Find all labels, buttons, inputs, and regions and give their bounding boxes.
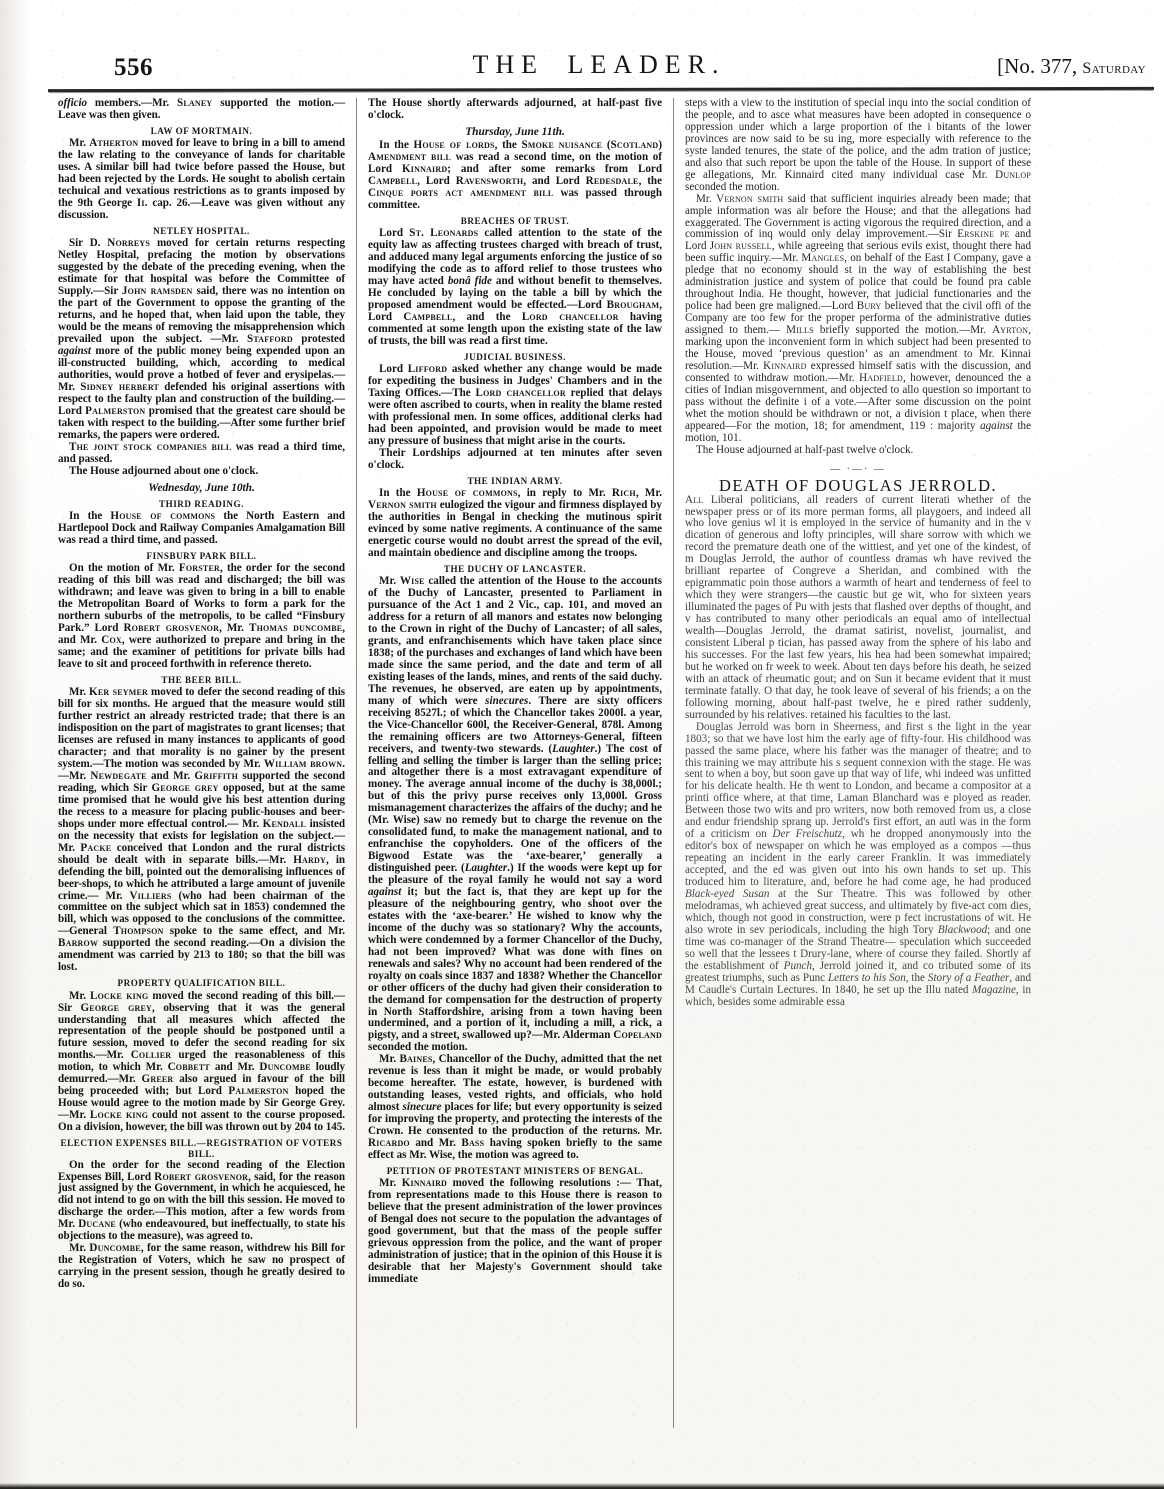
section-heading: THE DUCHY OF LANCASTER.: [443, 563, 587, 574]
body-paragraph: On the order for the second reading of the Election Expenses Bill, Lord Robert grosvenor, said, for the reason just assigned by the Government, in which he acquiesced, he did not intend to go on with the bill this session. He moved to discharge the order.—This motion, after a few words from Mr. Ducane (who endeavoured, but ineffectually, to state his objections to the measure), was agreed to.: [58, 1158, 345, 1243]
section-heading: NETLEY HOSPITAL.: [153, 226, 250, 237]
body-paragraph: Lord St. Leonards called attention to the state of the equity law as affecting trustees charged with breach of trust, and adduced many legal arguments enforcing the justice of so modifying the code as to afford relief to those trustees who may have acted bonâ fide and without benefit to themselves. He concluded by laying on the table a bill by which the proposed amendment would be effected.—Lord Brougham, Lord Campbell, and the Lord chancellor having commented at some length upon the existing state of the law of trusts, the bill was read a first time.: [368, 227, 663, 347]
body-paragraph: Mr. Wise called the attention of the House to the accounts of the Duchy of Lancaster, presented to Parliament in pursuance of the Act 1 and 2 Vic., cap. 101, and moved an address for a return of all manors and estates now belonging to the Crown in right of the Duchy of Lancaster; of all sales, grants, and enfranchisements which have taken place since 1838; of the purchases and exchanges of land which have been made since the same period, and the date and term of all existing leases of the lands, mines, and rents of the said duchy. The revenues, he observed, are eaten up by appointments, many of which were sinecures. There are sixty officers receiving 8527l.; of which the Chancellor takes 2000l. a year, the Vice-Chancellor 600l, the Receiver-General, 878l. Among the remaining officers are two Attorneys-General, fifteen receivers, and twenty-two stewards. (Laughter.) The cost of felling and selling the timber is larger than the selling price; and altogether there is a most extravagant expenditure of money. The average annual income of the duchy is 38,000l.; but of this the privy purse receives only 13,000l. Gross mismanagement characterizes the affairs of the duchy; and he (Mr. Wise) saw no remedy but to charge the revenue on the consolidated fund, to make the management national, and to enfranchise the copyholders. One of the officers of the Bigwood Estate was the ‘axe-bearer,’ generally a distinguished peer. (Laughter.) If the woods were kept up for the pleasure of the royal family he would not say a word against it; but the fact is, that they are kept up for the pleasure of the neighbouring gentry, who shoot over the estates with the ‘axe-bearer.’ He wished to know why the income of the duchy was so stationary? Why the accounts, which were condemned by a former Chancellor of the Duchy, had not been improved? What was done with fines on renewals and sales? Why no account had been rendered of the royalty on coals since 1837 and 1838? Whether the Chancellor or other officers of the duchy had given their consideration to the demand for compensation for the destruction of property in North Staffordshire, arising from a town having been undermined, and a portion of it, including a mill, a rick, a pigsty, and a street, swallowed up?—Mr. Alderman Copeland seconded the motion.: [368, 575, 663, 1054]
text-column-1: [58, 98, 356, 1428]
body-paragraph: Mr. Kinnaird moved the following resolutions :— That, from representations made to this House there is reason to believe that the present administration of the lower provinces of Bengal does not secure to the population the advantages of good government, but that the mass of the people suffer grievous oppression from the police, and the want of proper administration of justice; that in the opinion of this House it is desirable that her Majesty's Government should take immediate: [368, 1177, 662, 1285]
text-column-2: [356, 98, 674, 1428]
section-divider-ornament: — ·—· —: [830, 463, 886, 475]
newspaper-title: THE LEADER.: [472, 50, 726, 79]
sitting-date: Thursday, June 11th.: [465, 125, 565, 138]
column-3-inner: [685, 98, 1031, 1009]
issue-number-prefix: [No. 377,: [997, 54, 1083, 78]
issue-day: Saturday: [1082, 60, 1146, 77]
body-paragraph: steps with a view to the institution of special inqu into the social condition of the people, and to asce what measures have been adopted in consequence o oppression under which a large proportion of the i bitants of the lower provinces are now said to be su ing, more especially with reference to the syste landed tenures, the state of the police, and the adm tration of justice; and also that such report be upon the table of the House. In support of these ge allegations, Mr. Kinnaird cited many individual case Mr. Dunlop seconded the motion.: [685, 98, 1031, 193]
body-paragraph: Mr. Locke king moved the second reading of this bill.—Sir George grey, observing that it was the general understanding that all measures which affected the representation of the people should be postponed until a future session, moved to defer the second reading for six months.—Mr. Collier urged the reasonableness of this motion, to which Mr. Cobbett and Mr. Duncombe loudly demurred.—Mr. Greer also argued in favour of the bill being proceeded with; but Lord Palmerston hoped the House would agree to the motion made by Sir George Grey.—Mr. Locke king could not assent to the course proposed. On a division, however, the bill was thrown out by 204 to 145.: [58, 989, 345, 1134]
body-paragraph: Mr. Ker seymer moved to defer the second reading of this bill for six months. He argued that the measure would still further restrict an already restricted trade; that there is an indisposition on the part of magistrates to grant licenses; that licenses are refused in many instances to applicants of good character; and that morality is no gainer by the present system.—The motion was seconded by Mr. William brown.—Mr. Newdegate and Mr. Griffith supported the second reading, which Sir George grey opposed, but at the same time promised that he would give his best attention during the recess to a measure for placing public-houses and beer-shops under more effectual control.— Mr. Kendall insisted on the necessity that exists for legislation on the subject.—Mr. Packe conceived that London and the rural districts should be dealt with in separate bills.—Mr. Hardy, in defending the bill, pointed out the demoralising influences of beer-shops, to which he attributed a large amount of juvenile crime.— Mr. Villiers (who had been chairman of the committee on the subject which sat in 1853) condemned the bill, which was opposed to the conclusions of the committee.—General Thompson spoke to the same effect, and Mr. Barrow supported the second reading.—On a division the amendment was carried by 213 to 180; so that the bill was lost.: [58, 686, 346, 974]
body-paragraph: Douglas Jerrold was born in Sheerness, and first s the light in the year 1803; so that we have lost him the early age of fifty-four. His childhood was passed the same place, where his father was the manager of theatre; and to this training we may attribute his s sequent connexion with the stage. He was sent to when a boy, but soon gave up that way of life, whi indeed was unfitted for his delicate health. He th went to London, and became a compositor at a printi office where, at that time, Laman Blanchard was e ployed as reader. Between those two wits and pro writers, now both removed from us, a close and endur friendship sprang up. Jerrold's first effort, an autl was in the form of a criticism on Der Freischutz, wh he dropped anonymously into the editor's box of newspaper on which he was employed as a compos —thus repeating an incident in the early career Franklin. It was immediately accepted, and the ed was given out into his own hands to set up. This troduced him to literature, and, before he had come age, he had produced Black-eyed Susan at the Sur Theatre. This was followed by other melodramas, wh achieved great success, and ultimately by five-act com dies, which, though not good in construction, were p fect incrustations of wit. He also wrote in sev periodicals, including the high Tory Blackwood; and one time was co-manager of the Strand Theatre— speculation which succeeded so well that the lessees t Drury-lane, where of course they failed. Shortly af the establishment of Punch, Jerrold joined it, and co tributed some of its greatest triumphs, such as Punc Letters to his Son, the Story of a Feather, and M Caudle's Curtain Lectures. In 1840, he set up the Illu nated Magazine, in which, besides some admirable essa: [685, 720, 1032, 1008]
sitting-date: Wednesday, June 10th.: [148, 481, 255, 494]
body-paragraph: All Liberal politicians, all readers of current literati whether of the newspaper press or of its more perman forms, all playgoers, and indeed all who love genius wl it is employed in the service of humanity and in the v dication of generous and lofty principles, will share sorrow with which we record the premature death one of the wittiest, and yet one of the kindest, of m Douglas Jerrold, the author of countless dramas wh have revived the brilliant repartee of Congreve a Sheridan, and combined with the epigrammatic poin those authors a warmth of heart and tenderness of feel to which they were strangers—the caustic but ge wit, who for sixteen years illuminated the pages of Pu with jests that flashed over depths of thought, and v has contributed to many other periodicals an equal amo of intellectual wealth—Douglas Jerrold, the dramat satirist, novelist, journalist, and consistent Liberal p tician, has passed away from the sphere of his labo and his successes. For the last few years, his hea had been somewhat impaired; but he worked on fr week to week. About ten days before his death, he seized with an attack of rheumatic gout; and on Sun it became evident that it must terminate fatally. O that day, he took leave of several of his friends; a on the following morning, about half-past twelve, he e pired rather suddenly, surrounded by his relatives. retained his faculties to the last.: [685, 493, 1031, 721]
section-heading: FINSBURY PARK BILL.: [146, 550, 257, 561]
body-paragraph: Mr. Atherton moved for leave to bring in a bill to amend the law relating to the conveyance of lands for charitable uses. A similar bill had twice before passed the House, but had been rejected by the Lords. He sought to abolish certain techuical and vexatious restrictions as to grants imposed by the 9th George Ii. cap. 26.—Leave was given without any discussion.: [58, 137, 345, 222]
section-heading: PETITION OF PROTESTANT MINISTERS OF BENGAL.: [386, 1165, 644, 1176]
body-paragraph: Lord Lifford asked whether any change would be made for expediting the business in Judges' Chambers and in the Taxing Offices.—The Lord chancellor replied that delays were often ascribed to courts, when in reality the blame rested with professional men. In some offices, additional clerks had had been appointed, and provision would be made to meet any pressure of business that might arise in the courts.: [368, 363, 662, 447]
column-3-clip: [685, 98, 1057, 1009]
section-heading: PROPERTY QUALIFICATION BILL.: [117, 978, 286, 989]
body-paragraph: Mr. Duncombe, for the same reason, withdrew his Bill for the Registration of Voters, which he saw no prospect of carrying in the present session, though he greatly desired to do so.: [58, 1242, 345, 1291]
body-paragraph: officio members.—Mr. Slaney supported the motion.— Leave was then given.: [58, 98, 345, 121]
body-paragraph: In the House of commons the North Eastern and Hartlepool Dock and Railway Companies Amalgamation Bill was read a third time, and passed.: [58, 509, 345, 546]
page-bottom-edge: [0, 1483, 1164, 1489]
column-container: [58, 98, 1146, 1428]
page-left-shadow: [0, 0, 30, 1489]
section-heading: BREACHES OF TRUST.: [460, 215, 570, 226]
obituary-headline: DEATH OF DOUGLAS JERROLD.: [719, 475, 997, 495]
text-column-3: [674, 98, 1146, 1428]
body-paragraph: The House adjourned about one o'clock.: [69, 464, 259, 477]
section-heading: THE BEER BILL.: [161, 674, 242, 685]
section-heading: JUDICIAL BUSINESS.: [464, 351, 566, 362]
issue-number: [997, 54, 1146, 79]
section-heading: ELECTION EXPENSES BILL.—REGISTRATION OF VOTERS BILL.: [60, 1138, 343, 1159]
body-paragraph: On the motion of Mr. Forster, the order for the second reading of this bill was read and discharged; the bill was withdrawn; and leave was given to bring in a bill to enable the Metropolitan Board of Works to form a park for the northern suburbs of the metropolis, to be called “Finsbury Park.” Lord Robert grosvenor, Mr. Thomas duncombe, and Mr. Cox, were authorized to prepare and bring in the same; and the examiner of petititions for private bills had leave to sit and proceed forthwith in reference thereto.: [58, 562, 346, 670]
page-number-left: 556: [114, 54, 153, 81]
section-heading: THE INDIAN ARMY.: [467, 475, 563, 486]
section-heading: THIRD READING.: [158, 498, 244, 509]
body-paragraph: Sir D. Norreys moved for certain returns respecting Netley Hospital, prefacing the motion by observations suggested by the debate of the preceding evening, when the estimate for that hospital was before the Committee of Supply.—Sir John ramsden said, there was no intention on the part of the Government to oppose the granting of the returns, and he hoped that, when laid upon the table, they would be the means of removing the misapprehension which prevailed upon the subject. —Mr. Stafford protested against more of the public money being expended upon an ill-constructed building, which, according to medical authorities, would prove a hotbed of fever and erysipelas.—Mr. Sidney herbert defended his original assertions with respect to the faulty plan and construction of the building.—Lord Palmerston promised that the greatest care should be taken with respect to the building.—After some further brief remarks, the papers were ordered.: [58, 237, 345, 441]
body-paragraph: The House shortly afterwards adjourned, at half-past five o'clock.: [368, 98, 662, 121]
body-paragraph: In the House of commons, in reply to Mr. Rich, Mr. Vernon smith eulogized the vigour and firmness displayed by the authorities in Bengal in checking the mutinous spirit evinced by some native regiments. A continuance of the same energetic course would no doubt arrest the spread of the evil, and maintain obedience and discipline among the troops.: [368, 487, 663, 559]
section-heading: LAW OF MORTMAIN.: [150, 125, 253, 136]
body-paragraph: In the House of lords, the Smoke nuisance (Scotland) Amendment bill was read a second time, on the motion of Lord Kinnaird; and after some remarks from Lord Campbell, Lord Ravensworth, and Lord Redesdale, the Cinque ports act amendment bill was passed through committee.: [368, 138, 663, 211]
body-paragraph: The joint stock companies bill was read a third time, and passed.: [58, 440, 345, 465]
body-paragraph: Mr. Baines, Chancellor of the Duchy, admitted that the net revenue is less than it might be made, or would probably become hereafter. The estate, however, is burdened with outstanding leases, vested rights, and officials, who hold almost sinecure places for life; but every opportunity is seized for improving the property, and protecting the interests of the Crown. He consented to the production of the returns. Mr. Ricardo and Mr. Bass having spoken briefly to the same effect as Mr. Wise, the motion was agreed to.: [368, 1053, 663, 1161]
body-paragraph: Their Lordships adjourned at ten minutes after seven o'clock.: [368, 446, 662, 471]
body-paragraph: Mr. Vernon smith said that sufficient inquiries already been made; that ample information was alr before the House; and that the allegations had exaggerated. The Government is acting vigorous the required direction, and a commission of inq would only delay improvement.—Sir Erskine pe and Lord John russell, while agreeing that serious evils exist, thought there had been suffic inquiry.—Mr. Mangles, on behalf of the East I Company, gave a pledge that no economy should st in the way of establishing the best administration justice and system of police that could be found pra cable throughout India. He thought, however, that judicial functionaries and the police had been gre maligned.—Lord Bury believed that the civil offi of the Company are too few for the proper performa of the administrative duties assigned to them.— Mills briefly supported the motion.—Mr. Ayrton, marking upon the inconvenient form in which subject had been presented to the House, moved ‘previous question’ as an amendment to Mr. Kinnai resolution.—Mr. Kinnaird expressed himself satis with the discussion, and consented to withdraw motion.—Mr. Hadfield, however, denounced the a cities of Indian misgovernment, and objected to allo question so important to pass without the definite i of a vote.—After some discussion on the point whet the motion should be withdrawn or not, a division t place, when there appeared—For the motion, 18; for amendment, 119 : majority against the motion, 101.: [685, 192, 1032, 444]
masthead: [52, 46, 1146, 92]
body-paragraph: The House adjourned at half-past twelve o'clock.: [696, 443, 914, 456]
